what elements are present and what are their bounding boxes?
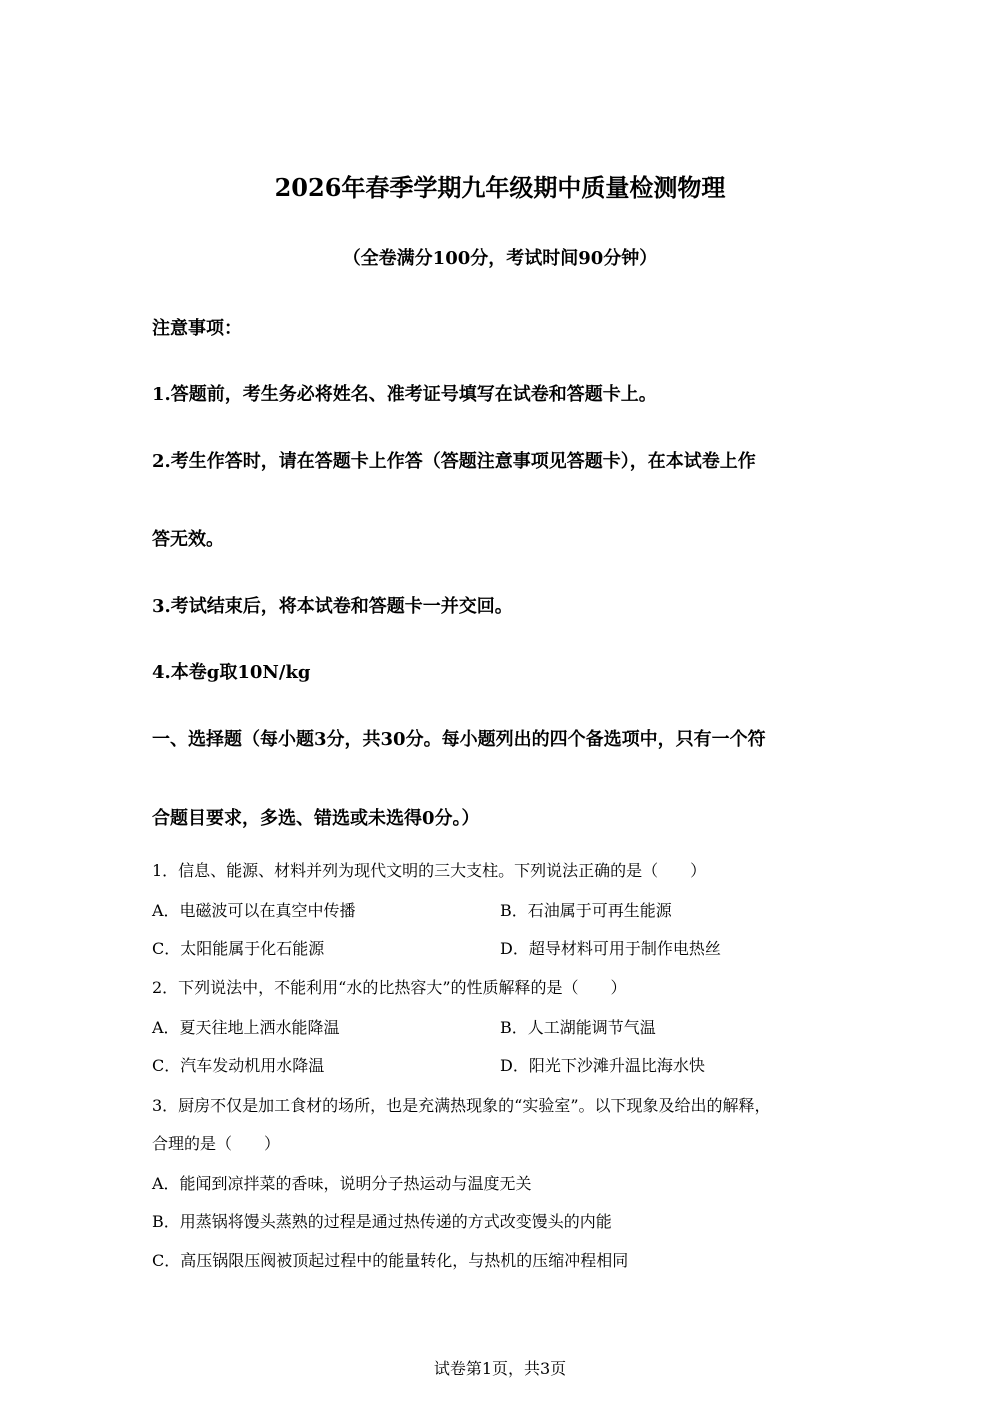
page-footer: 试卷第1页，共3页 (433, 1359, 567, 1378)
question-3-option-c: C．高压锅限压阀被顶起过程中的能量转化，与热机的压缩冲程相同 (152, 1251, 629, 1270)
question-1-option-b: B．石油属于可再生能源 (500, 901, 672, 920)
question-3-stem-line-2: 合理的是（ ） (152, 1134, 281, 1153)
question-2-option-a: A．夏天往地上洒水能降温 (152, 1018, 340, 1037)
question-2-option-b: B．人工湖能调节气温 (500, 1018, 656, 1037)
note-item-3: 3.考试结束后，将本试卷和答题卡一并交回。 (152, 596, 513, 617)
note-item-4: 4.本卷g取10N/kg (152, 662, 311, 683)
question-2-option-c: C．汽车发动机用水降温 (152, 1056, 325, 1075)
question-1-stem: 1．信息、能源、材料并列为现代文明的三大支柱。下列说法正确的是（ ） (152, 861, 707, 880)
question-1-option-a: A．电磁波可以在真空中传播 (152, 901, 356, 920)
note-item-2-line-2: 答无效。 (152, 529, 224, 550)
question-3-option-b: B．用蒸锅将馒头蒸熟的过程是通过热传递的方式改变馒头的内能 (152, 1212, 612, 1231)
section-heading-line-2: 合题目要求，多选、错选或未选得0分。） (152, 808, 480, 829)
question-2-stem: 2．下列说法中，不能利用“水的比热容大”的性质解释的是（ ） (152, 978, 627, 997)
question-1-option-d: D．超导材料可用于制作电热丝 (500, 939, 721, 958)
question-3-option-a: A．能闻到凉拌菜的香味，说明分子热运动与温度无关 (152, 1174, 532, 1193)
question-1-option-c: C．太阳能属于化石能源 (152, 939, 325, 958)
note-item-1: 1.答题前，考生务必将姓名、准考证号填写在试卷和答题卡上。 (152, 384, 657, 405)
exam-subtitle: （全卷满分100分，考试时间90分钟） (342, 248, 658, 269)
note-item-2-line-1: 2.考生作答时，请在答题卡上作答（答题注意事项见答题卡），在本试卷上作 (152, 451, 756, 472)
exam-title: 2026年春季学期九年级期中质量检测物理 (274, 173, 726, 202)
section-heading-line-1: 一、选择题（每小题3分，共30分。每小题列出的四个备选项中，只有一个符 (152, 729, 766, 750)
notes-heading: 注意事项： (152, 318, 242, 339)
question-3-stem-line-1: 3．厨房不仅是加工食材的场所，也是充满热现象的“实验室”。以下现象及给出的解释， (152, 1096, 771, 1115)
question-2-option-d: D．阳光下沙滩升温比海水快 (500, 1056, 705, 1075)
